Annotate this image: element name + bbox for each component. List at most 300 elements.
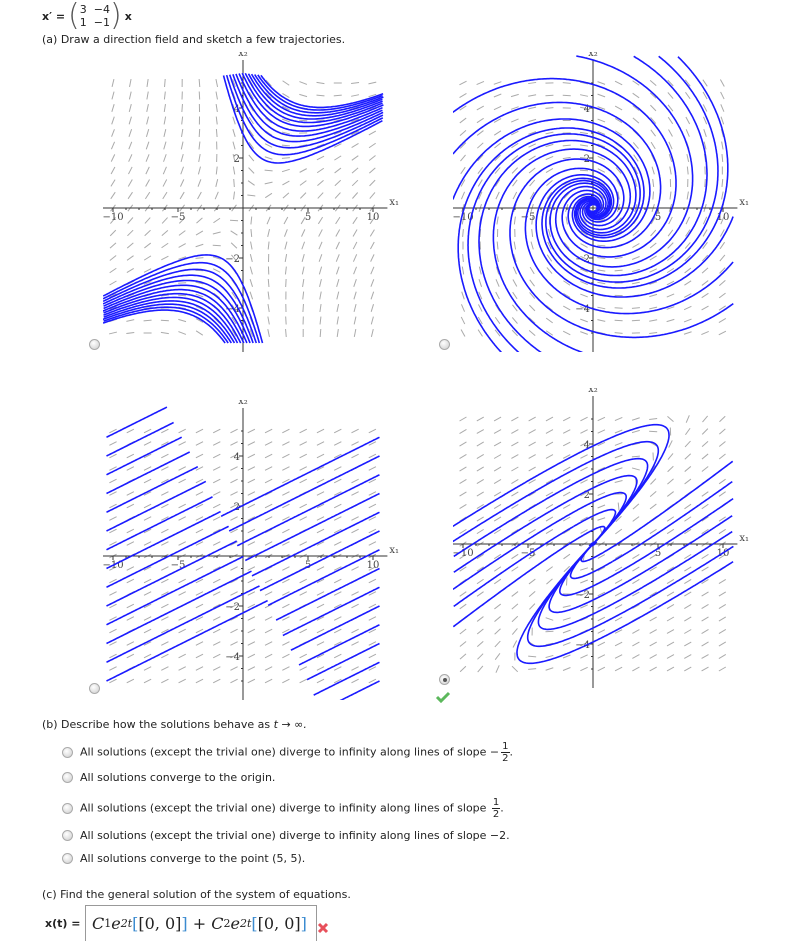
field-dash (563, 417, 570, 421)
field-dash (319, 242, 322, 249)
field-dash (528, 82, 536, 83)
field-dash (180, 192, 184, 199)
field-dash (667, 642, 674, 646)
field-dash (112, 92, 114, 100)
y-axis-label: x₂ (238, 52, 248, 59)
field-dash (685, 454, 691, 459)
field-dash (369, 156, 375, 161)
field-dash (129, 142, 132, 149)
field-dash (283, 193, 289, 198)
field-dash (684, 642, 691, 646)
trajectory (103, 263, 259, 343)
field-dash (317, 679, 324, 683)
field-dash (248, 429, 255, 433)
x-axis-label: x₁ (739, 533, 750, 544)
field-dash (719, 441, 725, 446)
field-dash (369, 168, 375, 173)
field-dash (196, 642, 203, 646)
field-dash (546, 168, 553, 172)
field-dash (546, 132, 554, 134)
field-dash (513, 280, 517, 287)
field-dash (110, 243, 116, 248)
field-dash (563, 306, 570, 310)
field-dash (477, 492, 484, 496)
behavior-option-5[interactable] (62, 852, 305, 865)
field-dash (213, 218, 220, 223)
field-dash (354, 279, 357, 287)
radio[interactable] (62, 803, 73, 814)
trajectory (107, 407, 167, 437)
field-dash (213, 245, 221, 246)
x-tick-label: 10 (366, 212, 380, 223)
field-dash (702, 306, 709, 310)
field-dash (701, 331, 708, 334)
x-tick-label: 5 (654, 212, 662, 223)
field-dash (477, 131, 483, 136)
field-dash (546, 293, 552, 298)
field-dash (563, 606, 571, 608)
field-dash (127, 617, 134, 621)
field-dash (109, 332, 117, 334)
field-dash (686, 129, 689, 136)
field-dash (511, 479, 518, 483)
field-dash (144, 517, 151, 521)
field-dash (512, 554, 519, 558)
field-dash (317, 180, 323, 185)
field-dash (460, 629, 466, 634)
field-dash (127, 654, 134, 658)
coefficient-matrix: ( 3 −4 1 −1 ) (68, 0, 122, 33)
field-dash (179, 517, 186, 521)
field-dash (318, 217, 322, 224)
field-dash (230, 592, 237, 596)
field-dash (213, 542, 220, 546)
field-dash (248, 592, 255, 596)
field-dash (460, 479, 467, 483)
exp2: e (230, 914, 240, 933)
field-dash (615, 106, 622, 110)
field-dash (705, 179, 706, 187)
field-dash (369, 654, 376, 658)
field-dash (497, 242, 498, 250)
field-dash (213, 429, 220, 433)
y-tick-label: −2 (575, 254, 590, 265)
option-2-radio[interactable] (439, 339, 450, 350)
field-dash (719, 529, 726, 533)
field-dash (651, 230, 656, 236)
field-dash (667, 579, 674, 583)
field-dash (702, 441, 708, 446)
option-text: All solutions converge to the point (5, 5). (80, 852, 306, 865)
field-dash (300, 454, 307, 458)
direction-field-chart (103, 400, 413, 700)
field-dash (615, 270, 623, 271)
field-dash (316, 95, 324, 96)
field-dash (580, 145, 588, 146)
plus: + (192, 914, 207, 933)
field-dash (580, 580, 587, 583)
field-dash (702, 642, 709, 646)
field-dash (512, 628, 517, 634)
field-dash (352, 156, 359, 161)
field-dash (511, 442, 518, 446)
behavior-option-3[interactable] (62, 797, 504, 820)
field-dash (216, 179, 218, 187)
field-dash (317, 642, 324, 646)
field-dash (334, 517, 341, 521)
field-dash (546, 579, 552, 584)
field-dash (580, 430, 587, 434)
field-dash (633, 93, 639, 98)
field-dash (371, 292, 374, 300)
option-label (80, 741, 513, 764)
field-dash (230, 667, 237, 671)
field-dash (494, 567, 501, 571)
field-dash (144, 579, 151, 583)
field-dash (667, 529, 674, 533)
field-dash (265, 617, 272, 621)
field-dash (512, 604, 518, 609)
field-dash (127, 243, 133, 248)
field-dash (650, 80, 656, 85)
field-dash (354, 304, 356, 312)
field-dash (546, 417, 553, 421)
field-dash (494, 131, 501, 135)
field-dash (127, 504, 134, 508)
trajectory (535, 442, 659, 546)
field-dash (196, 244, 204, 246)
field-dash (477, 641, 483, 646)
field-dash (161, 667, 168, 671)
option-3-radio[interactable] (89, 683, 100, 694)
field-dash (199, 142, 200, 150)
field-dash (164, 92, 165, 100)
field-dash (248, 579, 255, 583)
field-dash (684, 655, 691, 659)
field-dash (147, 104, 149, 112)
x-tick-label: −10 (103, 212, 124, 223)
radio[interactable] (62, 830, 73, 841)
field-dash (563, 618, 571, 620)
field-dash (317, 442, 324, 446)
field-dash (198, 167, 200, 175)
option-4-radio[interactable] (439, 674, 450, 685)
field-dash (282, 654, 289, 658)
field-dash (161, 542, 168, 546)
field-dash (547, 267, 552, 273)
field-dash (702, 604, 709, 608)
field-dash (369, 579, 376, 583)
field-dash (581, 244, 588, 248)
field-dash (477, 592, 484, 597)
field-dash (598, 82, 606, 85)
field-dash (320, 292, 322, 300)
field-dash (319, 229, 323, 236)
field-dash (632, 642, 639, 646)
field-dash (161, 617, 168, 621)
field-dash (598, 667, 605, 671)
field-dash (250, 279, 252, 287)
field-dash (460, 454, 467, 458)
field-dash (632, 554, 639, 558)
option-1-radio[interactable] (89, 339, 100, 350)
field-dash (478, 180, 482, 187)
field-dash (580, 319, 588, 322)
field-dash (563, 492, 570, 496)
trajectory (107, 481, 206, 531)
radio[interactable] (62, 853, 73, 864)
field-dash (494, 454, 501, 458)
field-dash (179, 617, 186, 621)
field-dash (231, 243, 237, 249)
field-dash (598, 417, 605, 420)
field-dash (164, 117, 166, 125)
radio[interactable] (62, 747, 73, 758)
field-dash (353, 230, 357, 237)
field-dash (477, 467, 484, 471)
field-dash (179, 654, 186, 658)
field-dash (719, 416, 725, 422)
field-dash (265, 479, 272, 483)
field-dash (216, 79, 218, 87)
field-dash (477, 479, 484, 483)
field-dash (478, 330, 482, 337)
field-dash (110, 268, 117, 272)
field-dash (196, 529, 203, 533)
field-dash (719, 479, 725, 484)
field-dash (685, 466, 691, 471)
solution-label: x(t) = (45, 917, 81, 930)
field-dash (496, 292, 500, 299)
field-dash (111, 167, 115, 174)
field-dash (477, 517, 484, 521)
field-dash (494, 492, 501, 496)
y-tick-label: −4 (575, 304, 590, 315)
field-dash (268, 317, 269, 325)
field-dash (216, 104, 217, 112)
field-dash (460, 666, 466, 672)
field-dash (300, 181, 306, 186)
field-dash (702, 268, 708, 273)
field-dash (248, 679, 255, 683)
field-dash (668, 453, 673, 459)
field-dash (615, 580, 622, 584)
field-dash (265, 429, 272, 433)
field-dash (529, 442, 536, 446)
field-dash (319, 254, 322, 262)
field-dash (477, 454, 484, 458)
field-dash (670, 167, 671, 175)
field-dash (268, 229, 270, 237)
field-dash (580, 467, 587, 471)
field-dash (250, 267, 252, 275)
part-b-prompt (42, 718, 307, 731)
field-dash (461, 304, 464, 311)
field-dash (719, 592, 726, 596)
field-dash (300, 479, 307, 483)
field-dash (669, 130, 673, 137)
trajectory (613, 482, 733, 562)
field-dash (494, 604, 500, 609)
field-dash (580, 455, 587, 459)
field-dash (161, 567, 168, 571)
field-dash (719, 654, 726, 658)
field-dash (179, 667, 186, 671)
field-dash (247, 195, 255, 196)
field-dash (111, 154, 114, 161)
field-dash (494, 579, 501, 584)
field-dash (213, 232, 221, 234)
field-dash (546, 655, 554, 657)
field-dash (178, 332, 185, 335)
field-dash (684, 667, 691, 671)
trajectory (107, 526, 229, 587)
field-dash (248, 181, 255, 186)
field-dash (615, 667, 622, 671)
trajectory (107, 423, 174, 457)
field-dash (145, 192, 149, 199)
field-dash (230, 567, 237, 571)
field-dash (615, 617, 622, 621)
field-dash (179, 244, 186, 248)
field-dash (702, 293, 709, 297)
field-dash (650, 479, 656, 485)
field-dash (632, 456, 640, 457)
field-dash (265, 642, 272, 646)
field-dash (580, 294, 587, 297)
field-dash (598, 430, 605, 433)
radio[interactable] (62, 772, 73, 783)
y-tick-label: 4 (233, 452, 240, 463)
field-dash (336, 230, 340, 237)
field-dash (351, 604, 358, 608)
field-dash (545, 631, 553, 632)
field-dash (179, 679, 186, 683)
field-dash (598, 119, 605, 122)
general-solution-input[interactable]: C 1 e 2t [ [0, 0] ] + C 2 e 2t [ [0, 0] ] (85, 905, 317, 941)
field-dash (351, 629, 358, 633)
field-dash (199, 79, 200, 87)
field-dash (496, 192, 499, 199)
field-dash (495, 317, 500, 324)
field-dash (563, 442, 570, 446)
field-dash (300, 442, 307, 446)
field-dash (370, 242, 374, 249)
matrix-entry: 3 (79, 3, 87, 16)
field-dash (198, 192, 202, 199)
field-dash (722, 192, 724, 200)
field-dash (369, 467, 376, 471)
behavior-option-1[interactable] (62, 741, 513, 764)
field-dash (164, 142, 166, 150)
option-text: All solutions converge to the origin. (80, 771, 276, 784)
field-dash (719, 293, 725, 298)
field-dash (513, 192, 517, 199)
field-dash (615, 81, 622, 85)
field-dash (317, 604, 324, 608)
field-dash (282, 529, 289, 533)
field-dash (494, 417, 501, 421)
field-dash (109, 517, 116, 521)
field-dash (632, 667, 639, 671)
field-dash (684, 567, 691, 571)
y-tick-label: 2 (233, 154, 240, 165)
field-dash (684, 319, 691, 322)
field-dash (649, 419, 657, 420)
field-dash (512, 168, 518, 174)
field-dash (213, 617, 220, 621)
field-dash (719, 280, 725, 285)
field-dash (684, 281, 691, 285)
field-dash (179, 467, 186, 471)
behavior-option-2[interactable] (62, 771, 275, 784)
field-dash (351, 82, 359, 83)
trajectory (326, 681, 380, 700)
field-dash (352, 192, 357, 198)
part-a-prompt: (a) Draw a direction field and sketch a few trajectories. (42, 33, 346, 46)
field-dash (667, 604, 674, 608)
field-dash (249, 155, 254, 161)
field-dash (632, 468, 640, 470)
field-dash (684, 617, 691, 621)
field-dash (563, 430, 570, 434)
field-dash (719, 331, 726, 335)
field-dash (686, 217, 689, 224)
field-dash (161, 642, 168, 646)
field-dash (351, 529, 358, 533)
vector-1: [0, 0] (138, 914, 182, 933)
x-tick-label: 10 (366, 560, 380, 571)
field-dash (282, 667, 289, 671)
field-dash (128, 217, 133, 223)
field-dash (265, 679, 272, 683)
field-dash (233, 129, 235, 137)
field-dash (147, 92, 148, 100)
field-dash (351, 567, 358, 571)
field-dash (494, 82, 502, 85)
field-dash (111, 192, 115, 199)
field-dash (213, 654, 220, 658)
field-dash (196, 592, 203, 596)
field-dash (369, 454, 376, 458)
field-dash (632, 256, 639, 259)
field-dash (477, 143, 483, 148)
field-dash (546, 668, 554, 670)
field-dash (669, 440, 673, 447)
field-dash (126, 332, 134, 333)
field-dash (215, 192, 218, 199)
field-dash (702, 592, 709, 596)
behavior-option-4[interactable] (62, 829, 510, 842)
field-dash (460, 592, 467, 597)
field-dash (196, 604, 203, 608)
field-dash (650, 504, 656, 509)
field-dash (633, 118, 639, 123)
field-dash (300, 193, 306, 199)
field-dash (127, 567, 134, 571)
x-axis-label: x₁ (739, 197, 750, 208)
field-dash (300, 542, 307, 546)
field-dash (460, 467, 467, 471)
field-dash (686, 415, 689, 422)
field-dash (317, 567, 324, 571)
field-dash (369, 529, 376, 533)
field-dash (351, 592, 358, 596)
trajectory (622, 499, 733, 571)
field-dash (109, 479, 116, 483)
field-dash (580, 655, 587, 658)
field-dash (546, 567, 552, 572)
